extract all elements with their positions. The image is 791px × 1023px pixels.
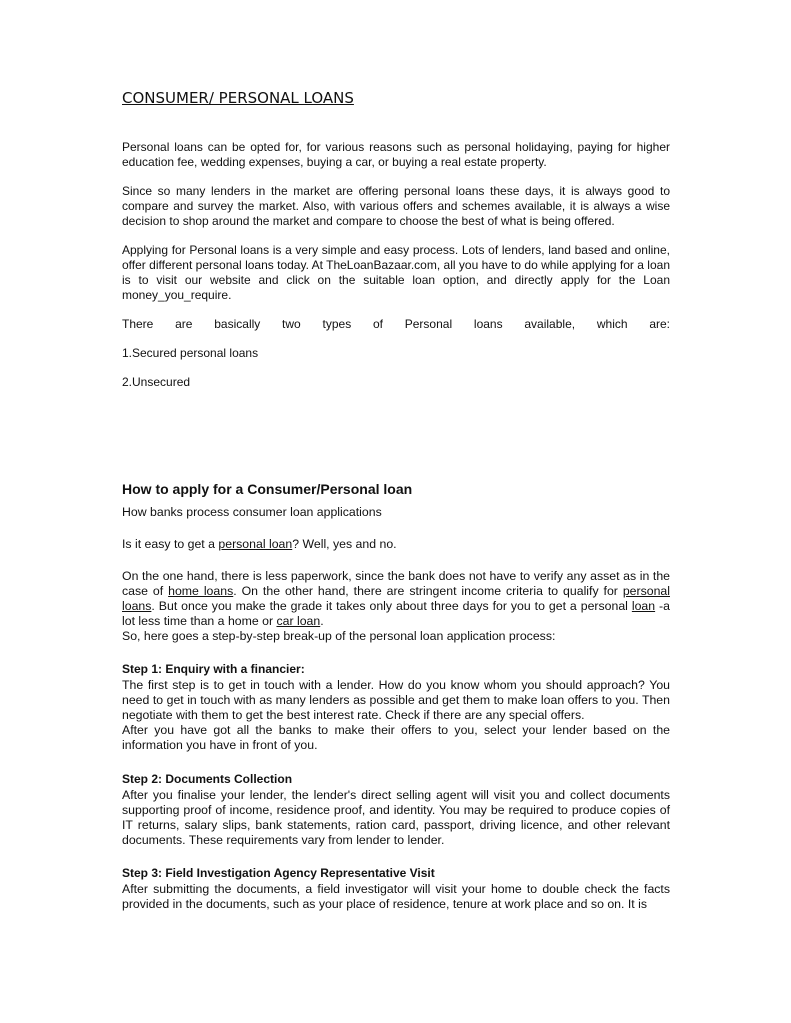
paperwork-paragraph: On the one hand, there is less paperwork, since the bank does not have to verify any asset as in the case of home loans. On the other hand, there are stringent income criteria to qualify for personal loans. But once you make the grade it takes only about three days for you to get a personal loan -a lot less time than a home or car loan. bbox=[122, 569, 670, 628]
intro-paragraph-2: Since so many lenders in the market are offering personal loans these days, it is always good to compare and survey the market. Also, with various offers and schemes available, it is always a wise decision to shop around the market and compare to choose the best of what is being offered. bbox=[122, 184, 670, 228]
section-subheading: How banks process consumer loan applications bbox=[122, 505, 382, 519]
step-3-body: After submitting the documents, a field investigator will visit your home to double check the facts provided in the documents, such as your place of residence, tenure at work place and so on. It is bbox=[122, 882, 670, 911]
intro-paragraph-3: Applying for Personal loans is a very simple and easy process. Lots of lenders, land based and online, offer different personal loans today. At TheLoanBazaar.com, all you have to do while applying for a loan is to visit our website and click on the suitable loan option, and directly apply for the Loan money_you_require. bbox=[122, 243, 670, 302]
step-2-body: After you finalise your lender, the lender's direct selling agent will visit you and collect documents supporting proof of income, residence proof, and identity. You may be required to produce copies of IT returns, salary slips, bank statements, ration card, passport, driving licence, and other relevant documents. These requirements vary from lender to lender. bbox=[122, 788, 670, 847]
list-item-unsecured: 2.Unsecured bbox=[122, 375, 191, 389]
home-loans-link[interactable]: home loans bbox=[168, 584, 234, 598]
car-loan-link[interactable]: car loan bbox=[276, 614, 321, 628]
step-1-body: The first step is to get in touch with a lender. How do you know whom you should approach? You need to get in touch with as many lenders as possible and get them to make loan offers to you. Then negotiate with them to get the best interest rate. Check if there are any special offers. bbox=[122, 678, 670, 722]
intro-paragraph-1: Personal loans can be opted for, for various reasons such as personal holidaying, paying for higher education fee, wedding expenses, buying a car, or buying a real estate property. bbox=[122, 140, 670, 169]
list-item-secured: 1.Secured personal loans bbox=[122, 346, 259, 360]
process-intro-paragraph: So, here goes a step-by-step break-up of the personal loan application process: bbox=[122, 629, 556, 643]
step-1-body-2: After you have got all the banks to make their offers to you, select your lender based on the information you have in front of you. bbox=[122, 723, 670, 752]
page-title: CONSUMER/ PERSONAL LOANS bbox=[122, 89, 354, 107]
step-2-heading: Step 2: Documents Collection bbox=[122, 772, 293, 786]
question-paragraph: Is it easy to get a personal loan? Well, yes and no. bbox=[122, 537, 397, 551]
step-3-heading: Step 3: Field Investigation Agency Representative Visit bbox=[122, 866, 435, 880]
intro-paragraph-4: There are basically two types of Personal loans available, which are: bbox=[122, 317, 670, 331]
section-heading: How to apply for a Consumer/Personal loan bbox=[122, 481, 413, 497]
personal-loans-link[interactable]: personal loans bbox=[122, 584, 670, 613]
step-1-heading: Step 1: Enquiry with a financier: bbox=[122, 662, 305, 676]
loan-link[interactable]: loan bbox=[631, 599, 656, 613]
personal-loan-link[interactable]: personal loan bbox=[218, 537, 293, 551]
